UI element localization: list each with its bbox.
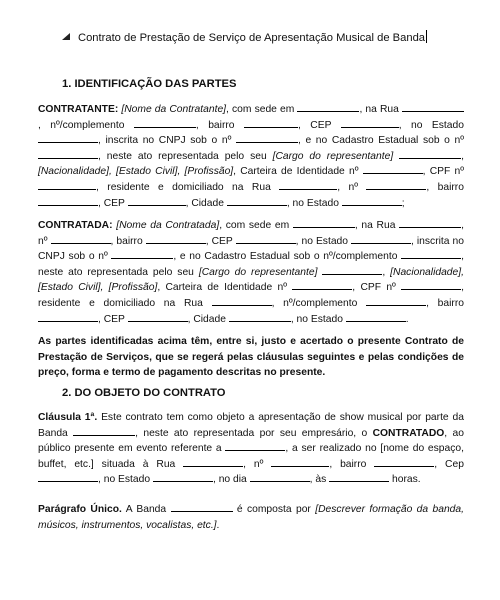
cargo-placeholder: [Cargo do representante] — [198, 266, 318, 278]
text: , neste ato representada pelo seu — [98, 150, 267, 162]
text: , ao público presente em evento referente a — [38, 427, 464, 455]
blank-estado[interactable] — [38, 133, 98, 143]
blank-estado-residencia[interactable] — [346, 312, 406, 322]
blank-banda-composicao[interactable] — [171, 502, 233, 512]
blank-cep[interactable] — [236, 234, 296, 244]
blank-cep-residencia[interactable] — [128, 312, 188, 322]
text: , a ser realizado no [nome do espaço, buffet, etc.] situada à Rua — [38, 443, 464, 470]
text: , no Estado — [295, 235, 348, 247]
intro-paragraph: As partes identificadas acima têm, entre si, justo e acertado o presente Contrato de Prestação de Serviços, que se regerá pelas cláusulas seguintes e pelas condições de preço, forma e termo de pagamento descritas no presente. — [38, 336, 464, 379]
blank-rua-residencia[interactable] — [279, 180, 337, 190]
blank-rua[interactable] — [399, 218, 461, 228]
blank-estado-evento[interactable] — [153, 472, 213, 482]
blank-rua-residencia[interactable] — [212, 296, 272, 306]
blank-bairro-evento[interactable] — [374, 457, 434, 467]
contratada-paragraph: CONTRATADA: [Nome da Contratada], com sede em , na Rua , nº , bairro , CEP , no Estado , inscrita no CNPJ sob o nº , e no Cadastro Estadual sob o nº/complemento , neste ato representada pelo seu [Cargo do representante] , [Nacionalidade], [Estado Civil], [Profissão], Carteira de Identidade nº , CPF nº , residente e domiciliado na Rua , nº/complemento , bairro , CEP , Cidade , no Estado . — [38, 220, 464, 325]
blank-cpf[interactable] — [401, 280, 461, 290]
text: , CPF nº — [422, 166, 464, 178]
text: , CEP — [98, 197, 125, 209]
text: , com sede em — [219, 220, 290, 231]
text: , residente e domiciliado na Rua — [96, 181, 271, 193]
blank-cep-evento[interactable] — [38, 472, 98, 482]
document-title[interactable]: Contrato de Prestação de Serviço de Apresentação Musical de Banda — [78, 32, 426, 44]
contratante-paragraph: CONTRATANTE: [Nome da Contratante], com sede em , na Rua , nº/complemento , bairro , CEP , no Estado , inscrita no CNPJ sob o nº , e no Cadastro Estadual sob o nº , neste ato representada pelo seu [Cargo do representante] , [Nacionalidade], [Estado Civil], [Profissão], Carteira de Identidade nº , CPF nº , residente e domiciliado na Rua , nº , bairro , CEP , Cidade , no Estado ; — [38, 104, 464, 209]
blank-sede[interactable] — [297, 102, 359, 112]
blank-cargo[interactable] — [399, 149, 461, 159]
blank-evento[interactable] — [225, 441, 285, 451]
clausula1-paragraph — [38, 410, 464, 488]
blank-cargo[interactable] — [322, 265, 382, 275]
text: , inscrita no CNPJ sob o nº — [98, 135, 232, 147]
text: A Banda — [125, 504, 167, 515]
text: , Cep — [434, 458, 464, 470]
text: , CEP — [98, 313, 125, 325]
text: . — [216, 519, 220, 531]
blank-banda[interactable] — [73, 426, 135, 436]
section2-heading: 2. DO OBJETO DO CONTRATO — [62, 387, 226, 399]
text: , na Rua — [354, 220, 396, 231]
text: , nº — [38, 220, 464, 247]
contratante-name-placeholder: [Nome da Contratante] — [121, 104, 227, 115]
blank-rua[interactable] — [402, 102, 464, 112]
blank-cnpj[interactable] — [236, 133, 298, 143]
blank-cnpj[interactable] — [111, 249, 173, 259]
clausula1-label: Cláusula 1ª. — [38, 412, 98, 423]
text: , CPF nº — [352, 282, 396, 294]
text: , nº/complemento — [271, 297, 358, 309]
text: , bairro — [110, 235, 143, 247]
text: ; — [401, 197, 405, 209]
text: , nº — [243, 458, 264, 470]
blank-estado[interactable] — [351, 234, 411, 244]
text: , inscrita no CNPJ sob o nº — [38, 235, 464, 263]
blank-cidade[interactable] — [227, 196, 287, 206]
text: , Cidade — [187, 313, 226, 325]
text: , e no Cadastro Estadual sob o nº/complemento — [173, 251, 398, 263]
text: , neste ato representada por seu empresário, o — [135, 427, 368, 439]
blank-numero[interactable] — [51, 234, 111, 244]
contratante-label: CONTRATANTE: — [38, 104, 119, 115]
text: , bairro — [195, 119, 235, 131]
blank-cadastro[interactable] — [38, 149, 98, 159]
text: , residente e domiciliado na Rua — [38, 282, 464, 309]
text: , com sede em — [226, 104, 295, 115]
paragrafo-unico-label: Parágrafo Único. — [38, 504, 122, 515]
text: , Carteira de Identidade nº — [157, 282, 287, 294]
text: é composta por — [236, 504, 311, 515]
text: , às — [309, 474, 327, 486]
blank-bairro-residencia[interactable] — [38, 312, 98, 322]
blank-cadastro[interactable] — [401, 249, 461, 259]
text: , bairro — [426, 297, 464, 309]
text: , Carteira de Identidade nº — [233, 166, 359, 178]
text: , Cidade — [185, 197, 224, 209]
document-title-line — [62, 30, 427, 44]
text: , nº — [337, 181, 358, 193]
blank-cep[interactable] — [341, 118, 399, 128]
text: , no Estado — [98, 474, 151, 486]
text: , bairro — [329, 458, 367, 470]
blank-numero-residencia[interactable] — [366, 180, 426, 190]
nacionalidade-placeholder: [Nacionalidade], [Estado Civil], [Profissão] — [38, 266, 464, 294]
blank-cpf[interactable] — [38, 180, 96, 190]
blank-rua-evento[interactable] — [183, 457, 243, 467]
text: . — [405, 313, 409, 325]
text: , bairro — [426, 181, 464, 193]
text: , nº/complemento — [38, 119, 125, 131]
blank-cidade[interactable] — [229, 312, 291, 322]
contratada-name-placeholder: [Nome da Contratada] — [116, 220, 220, 231]
cargo-placeholder: [Cargo do representante] — [272, 150, 394, 162]
text: , neste ato representada pelo seu — [38, 251, 464, 278]
blank-cep-residencia[interactable] — [128, 196, 186, 206]
blank-identidade[interactable] — [292, 280, 352, 290]
text: , no Estado — [290, 313, 343, 325]
paragrafo-unico — [38, 502, 464, 533]
blank-numero-evento[interactable] — [271, 457, 329, 467]
blank-bairro[interactable] — [146, 234, 206, 244]
section1-heading: 1. IDENTIFICAÇÃO DAS PARTES — [62, 78, 237, 90]
blank-estado-residencia[interactable] — [342, 196, 402, 206]
text: , na Rua — [359, 104, 399, 115]
blank-bairro[interactable] — [244, 118, 298, 128]
contratado-label: CONTRATADO — [372, 427, 445, 439]
text: , no Estado — [398, 119, 464, 131]
text: horas. — [391, 474, 421, 486]
blank-identidade[interactable] — [363, 164, 423, 174]
blank-bairro-residencia[interactable] — [38, 196, 98, 206]
blank-numero[interactable] — [134, 118, 196, 128]
text: Este contrato tem como objeto a apresentação de show musical por parte da Banda — [38, 412, 464, 439]
blank-dia[interactable] — [250, 472, 310, 482]
formacao-placeholder: [Descrever formação da banda, músicos, instrumentos, vocalistas, etc.] — [38, 504, 464, 531]
blank-sede[interactable] — [293, 218, 355, 228]
text: , e no Cadastro Estadual sob o nº — [297, 135, 464, 147]
blank-numero-residencia[interactable] — [366, 296, 426, 306]
text: , CEP — [297, 119, 332, 131]
contratada-label: CONTRATADA: — [38, 220, 113, 231]
nacionalidade-placeholder: [Nacionalidade], [Estado Civil], [Profissão] — [38, 166, 234, 178]
text-cursor — [426, 30, 427, 43]
blank-horas[interactable] — [329, 472, 389, 482]
text: , CEP — [205, 235, 233, 247]
triangle-marker-icon — [62, 33, 70, 40]
text: , no Estado — [286, 197, 339, 209]
text: , no dia — [212, 474, 247, 486]
